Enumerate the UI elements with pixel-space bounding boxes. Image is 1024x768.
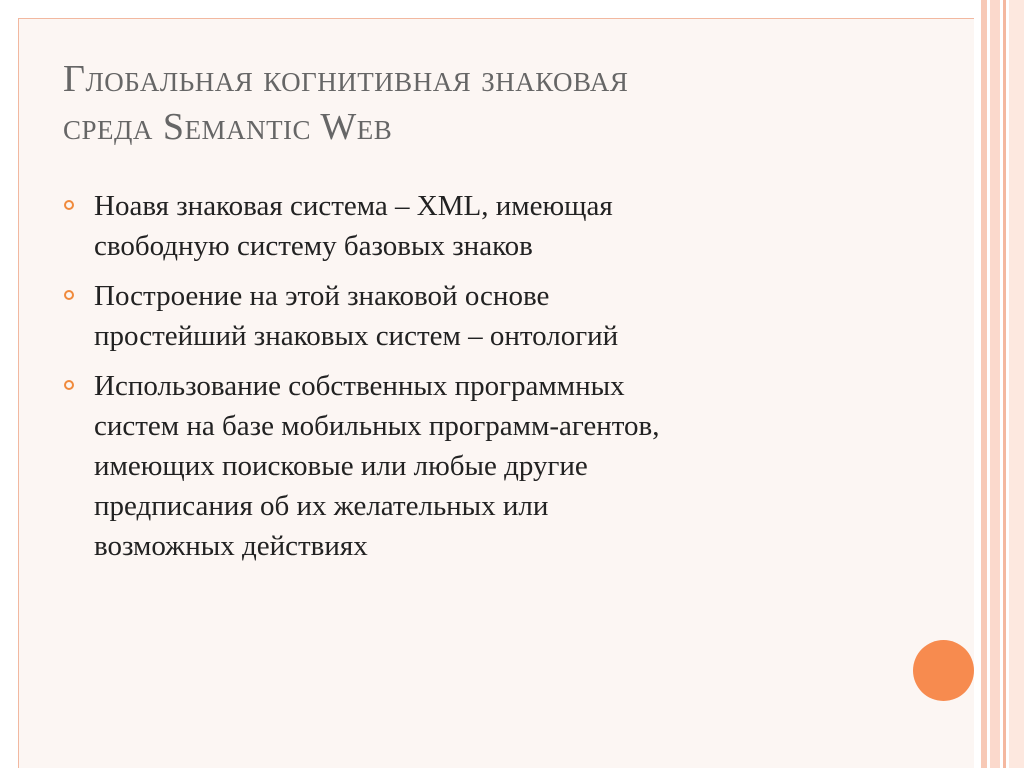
bullet-line: имеющих поисковые или любые другие bbox=[94, 450, 588, 482]
bullet-line: Ноавя знаковая система – XML, имеющая bbox=[94, 190, 613, 222]
ring-bullet-icon bbox=[64, 200, 74, 210]
bullet-line: возможных действиях bbox=[94, 530, 368, 562]
bullet-line: Использование собственных программных bbox=[94, 370, 625, 402]
bullet-line: свободную систему базовых знаков bbox=[94, 230, 533, 262]
decorative-stripe bbox=[1009, 0, 1024, 768]
decorative-stripe bbox=[1003, 0, 1006, 768]
bullet-item bbox=[62, 366, 882, 566]
bullet-item bbox=[62, 276, 882, 356]
ring-bullet-icon bbox=[64, 290, 74, 300]
orange-circle-icon bbox=[913, 640, 974, 701]
title-line-1: Глобальная когнитивная знаковая bbox=[63, 58, 629, 100]
bullet-list bbox=[62, 186, 882, 576]
slide-title bbox=[63, 55, 903, 151]
bullet-item bbox=[62, 186, 882, 266]
decorative-stripe bbox=[990, 0, 1000, 768]
bullet-line: систем на базе мобильных программ-агентов, bbox=[94, 410, 660, 442]
title-line-2: среда Semantic Web bbox=[63, 106, 393, 148]
bullet-line: простейший знаковых систем – онтологий bbox=[94, 320, 619, 352]
bullet-line: Построение на этой знаковой основе bbox=[94, 280, 550, 312]
ring-bullet-icon bbox=[64, 380, 74, 390]
decorative-stripe bbox=[981, 0, 987, 768]
bullet-line: предписания об их желательных или bbox=[94, 490, 549, 522]
